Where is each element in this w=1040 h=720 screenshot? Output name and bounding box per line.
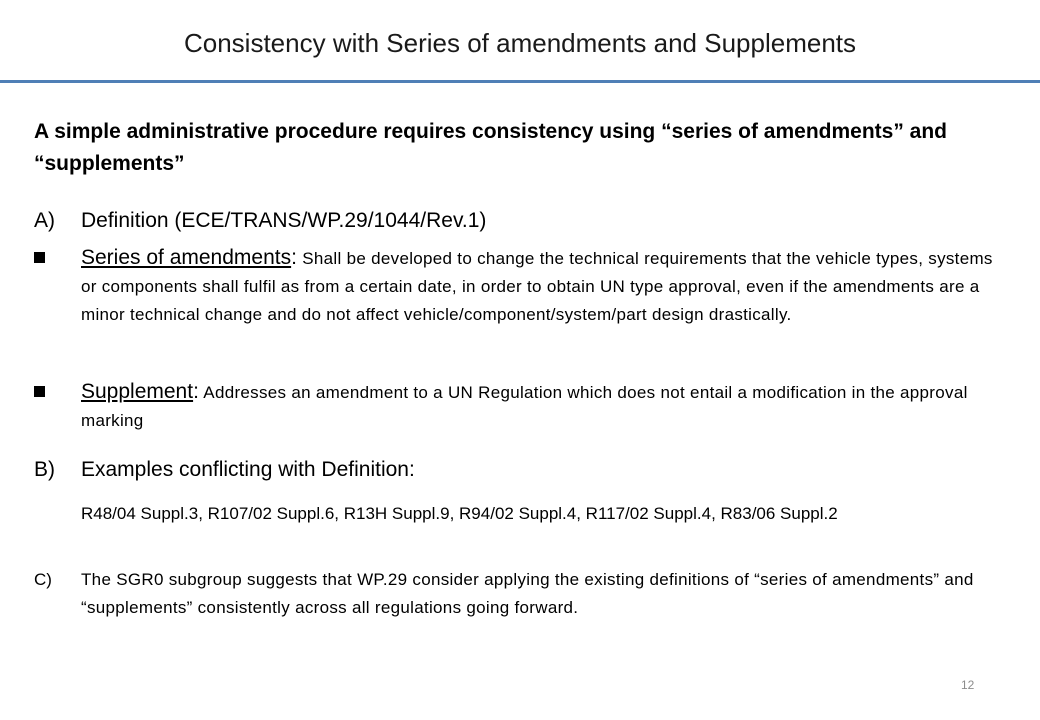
section-c-label: C) bbox=[34, 570, 52, 589]
bullet-series-of-amendments bbox=[34, 244, 994, 329]
section-b-heading bbox=[34, 456, 415, 484]
bullet-text: Addresses an amendment to a UN Regulation which does not entail a modification in the approval marking bbox=[81, 383, 968, 430]
intro-statement: A simple administrative procedure requires consistency using “series of amendments” and “supplements” bbox=[34, 120, 948, 175]
section-b-title: Examples conflicting with Definition: bbox=[81, 458, 415, 481]
square-bullet-icon bbox=[34, 252, 45, 263]
section-c bbox=[34, 566, 994, 622]
slide-title: Consistency with Series of amendments and Supplements bbox=[183, 28, 856, 58]
section-a-label: A) bbox=[34, 209, 55, 232]
section-b-label: B) bbox=[34, 458, 55, 481]
bullet-colon: : bbox=[193, 380, 200, 403]
bullet-body bbox=[81, 378, 994, 435]
bullet-colon: : bbox=[291, 246, 298, 269]
title-divider bbox=[0, 80, 1040, 83]
bullet-supplement bbox=[34, 378, 994, 435]
section-a-title: Definition (ECE/TRANS/WP.29/1044/Rev.1) bbox=[81, 209, 487, 232]
bullet-term: Series of amendments bbox=[81, 246, 292, 269]
section-c-text: The SGR0 subgroup suggests that WP.29 consider applying the existing definitions of “series of amendments” and “supplements” consistently across all regulations going forward. bbox=[81, 570, 974, 617]
conflicting-examples: R48/04 Suppl.3, R107/02 Suppl.6, R13H Suppl.9, R94/02 Suppl.4, R117/02 Suppl.4, R83/06 Suppl.2 bbox=[81, 504, 838, 523]
page-number: 12 bbox=[961, 678, 975, 692]
bullet-term: Supplement bbox=[81, 380, 194, 403]
section-a-heading bbox=[34, 207, 486, 235]
bullet-text: Shall be developed to change the technical requirements that the vehicle types, systems or components shall fulfil as from a certain date, in order to obtain UN type approval, even if the amendments are a minor technical change and do not affect vehicle/component/system/part design drastically. bbox=[81, 249, 993, 324]
square-bullet-icon bbox=[34, 386, 45, 397]
bullet-body bbox=[81, 244, 994, 329]
